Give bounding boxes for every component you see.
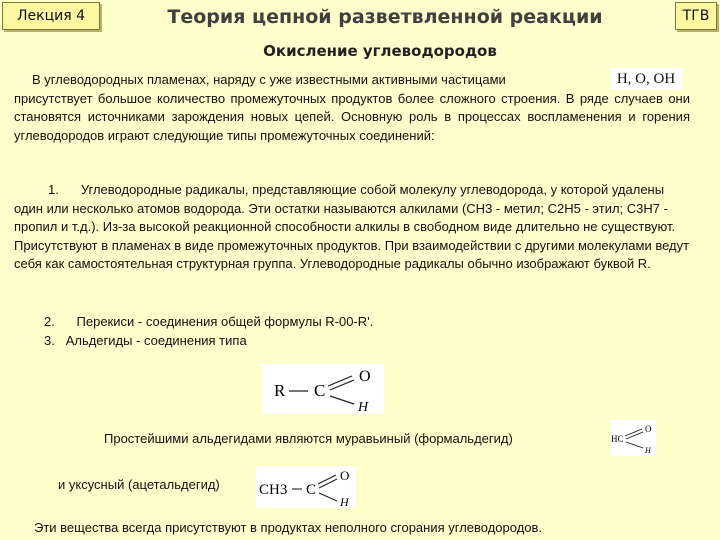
list-number: 3. xyxy=(44,333,55,348)
formula-c: C xyxy=(306,482,317,498)
formula-h: H xyxy=(645,446,651,455)
formula-o: O xyxy=(340,468,350,483)
lecture-label: Лекция 4 xyxy=(2,2,100,30)
list-item-text: Углеводородные радикалы, представляющие собой молекулу углеводорода, у которой удалены один или несколько атомов водорода. Эти остатки называются алкилами (СН3 - метил; С2Н5 - этил; С3Н7 - пропил и т.д.). Из-за высокой реакционной способности алкилы в свободном виде длительно не существуют. Присутствуют в пламенах в виде промежуточных продуктов. При взаимодействии с другими молекулами ведут себя как самостоятельная структурная группа. Углеводородные радикалы обычно изображают буквой R. xyxy=(14,182,690,271)
active-particles-formula: H, O, OH xyxy=(610,68,682,90)
aldehyde-formula xyxy=(262,364,384,414)
list-item-text: Перекиси - соединения общей формулы R-00-R'. xyxy=(76,314,374,329)
formula-c: C xyxy=(314,381,326,400)
formula-o: O xyxy=(359,368,371,385)
formula-hc: HC xyxy=(611,434,624,444)
formaldehyde-formula xyxy=(610,420,656,456)
final-sentence: Эти вещества всегда присутствуют в продуктах неполного сгорания углеводородов. xyxy=(34,520,543,535)
acetaldehyde-line: и уксусный (ацетальдегид) xyxy=(58,477,220,492)
page-title: Теория цепной разветвленной реакции xyxy=(167,6,603,28)
intro-first-line: В углеводородных пламенах, наряду с уже известными активными частицами xyxy=(32,72,506,87)
formaldehyde-line: Простейшими альдегидами являются муравьиный (формальдегид) xyxy=(104,431,513,446)
formula-ch3: CH3 xyxy=(259,482,288,498)
formula-r: R xyxy=(274,381,286,400)
formula-o: O xyxy=(645,424,652,434)
list-item-radicals xyxy=(14,181,690,274)
formula-h: H xyxy=(358,400,369,414)
intro-paragraph xyxy=(14,71,690,145)
list-item-text: Альдегиды - соединения типа xyxy=(65,333,247,348)
list-item-peroxides xyxy=(44,314,373,329)
course-code: ТГВ xyxy=(675,2,717,30)
list-number: 2. xyxy=(44,314,55,329)
intro-rest: присутствует большое количество промежуточных продуктов более сложного строения. В ряде случаев они становятся источниками зарождения новых цепей. Основную роль в процессах воспламенения и горения углеводородов играют следующие типы промежуточных соединений: xyxy=(14,90,690,143)
list-item-aldehydes xyxy=(44,333,247,348)
section-subtitle: Окисление углеводородов xyxy=(263,42,497,60)
acetaldehyde-formula xyxy=(256,466,356,508)
formula-h: H xyxy=(340,495,349,508)
list-number: 1. xyxy=(48,182,59,197)
